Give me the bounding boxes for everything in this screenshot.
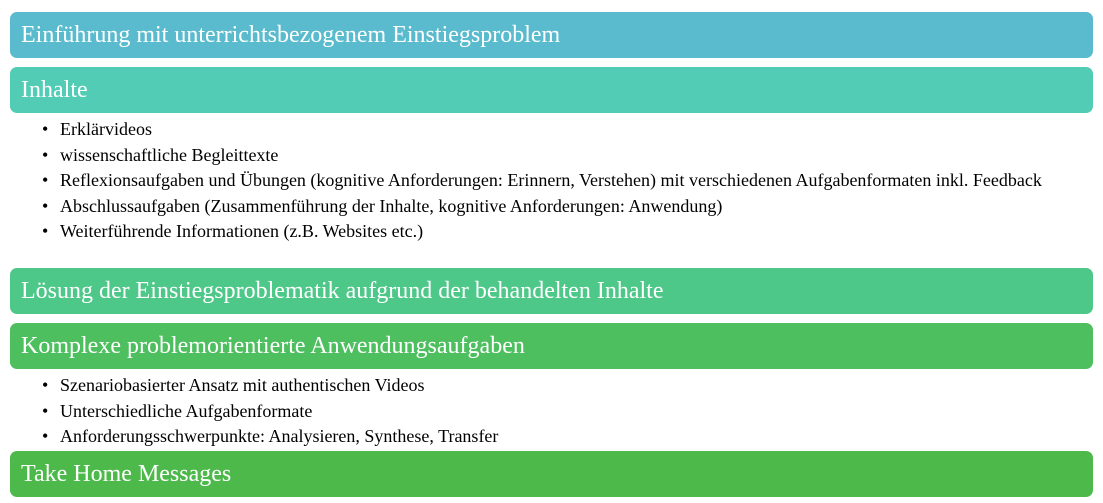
list-item (42, 375, 1082, 395)
list-item (42, 145, 1082, 165)
list-item (42, 221, 1082, 241)
section-header-einfuehrung: Einführung mit unterrichtsbezogenem Einstiegsproblem (10, 12, 1093, 58)
list-item-text: Unterschiedliche Aufgabenformate (60, 400, 313, 421)
list-item-text: Abschlussaufgaben (Zusammenführung der Inhalte, kognitive Anforderungen: Anwendung) (60, 195, 723, 216)
bullet-icon: • (42, 195, 49, 216)
list-item (42, 196, 1082, 216)
list-item-text: Erklärvideos (60, 119, 152, 139)
bullet-icon: • (42, 375, 49, 395)
bullet-icon: • (42, 119, 49, 139)
bullet-icon: • (42, 144, 49, 165)
list-item-text: Szenariobasierter Ansatz mit authentischen Videos (60, 375, 425, 395)
section-header-loesung: Lösung der Einstiegsproblematik aufgrund der behandelten Inhalte (10, 268, 1093, 314)
list-item (42, 170, 1082, 190)
section-header-anwendungsaufgaben: Komplexe problemorientierte Anwendungsaufgaben (10, 323, 1093, 369)
list-item-text: Reflexionsaufgaben und Übungen (kognitive Anforderungen: Erinnern, Verstehen) mit verschiedenen Aufgabenformaten inkl. Feedback (60, 170, 1042, 190)
anwendungsaufgaben-list (42, 375, 1082, 452)
bullet-icon: • (42, 426, 49, 446)
section-header-take-home: Take Home Messages (10, 451, 1093, 497)
bullet-icon: • (42, 221, 49, 241)
list-item-text: Weiterführende Informationen (z.B. Websites etc.) (60, 221, 424, 241)
list-item-text: wissenschaftliche Begleittexte (60, 144, 279, 165)
list-item (42, 426, 1082, 446)
section-header-inhalte: Inhalte (10, 67, 1093, 113)
list-item (42, 119, 1082, 139)
inhalte-list (42, 119, 1082, 247)
list-item-text: Anforderungsschwerpunkte: Analysieren, Synthese, Transfer (60, 426, 499, 446)
bullet-icon: • (42, 400, 49, 421)
list-item (42, 401, 1082, 421)
bullet-icon: • (42, 170, 49, 190)
